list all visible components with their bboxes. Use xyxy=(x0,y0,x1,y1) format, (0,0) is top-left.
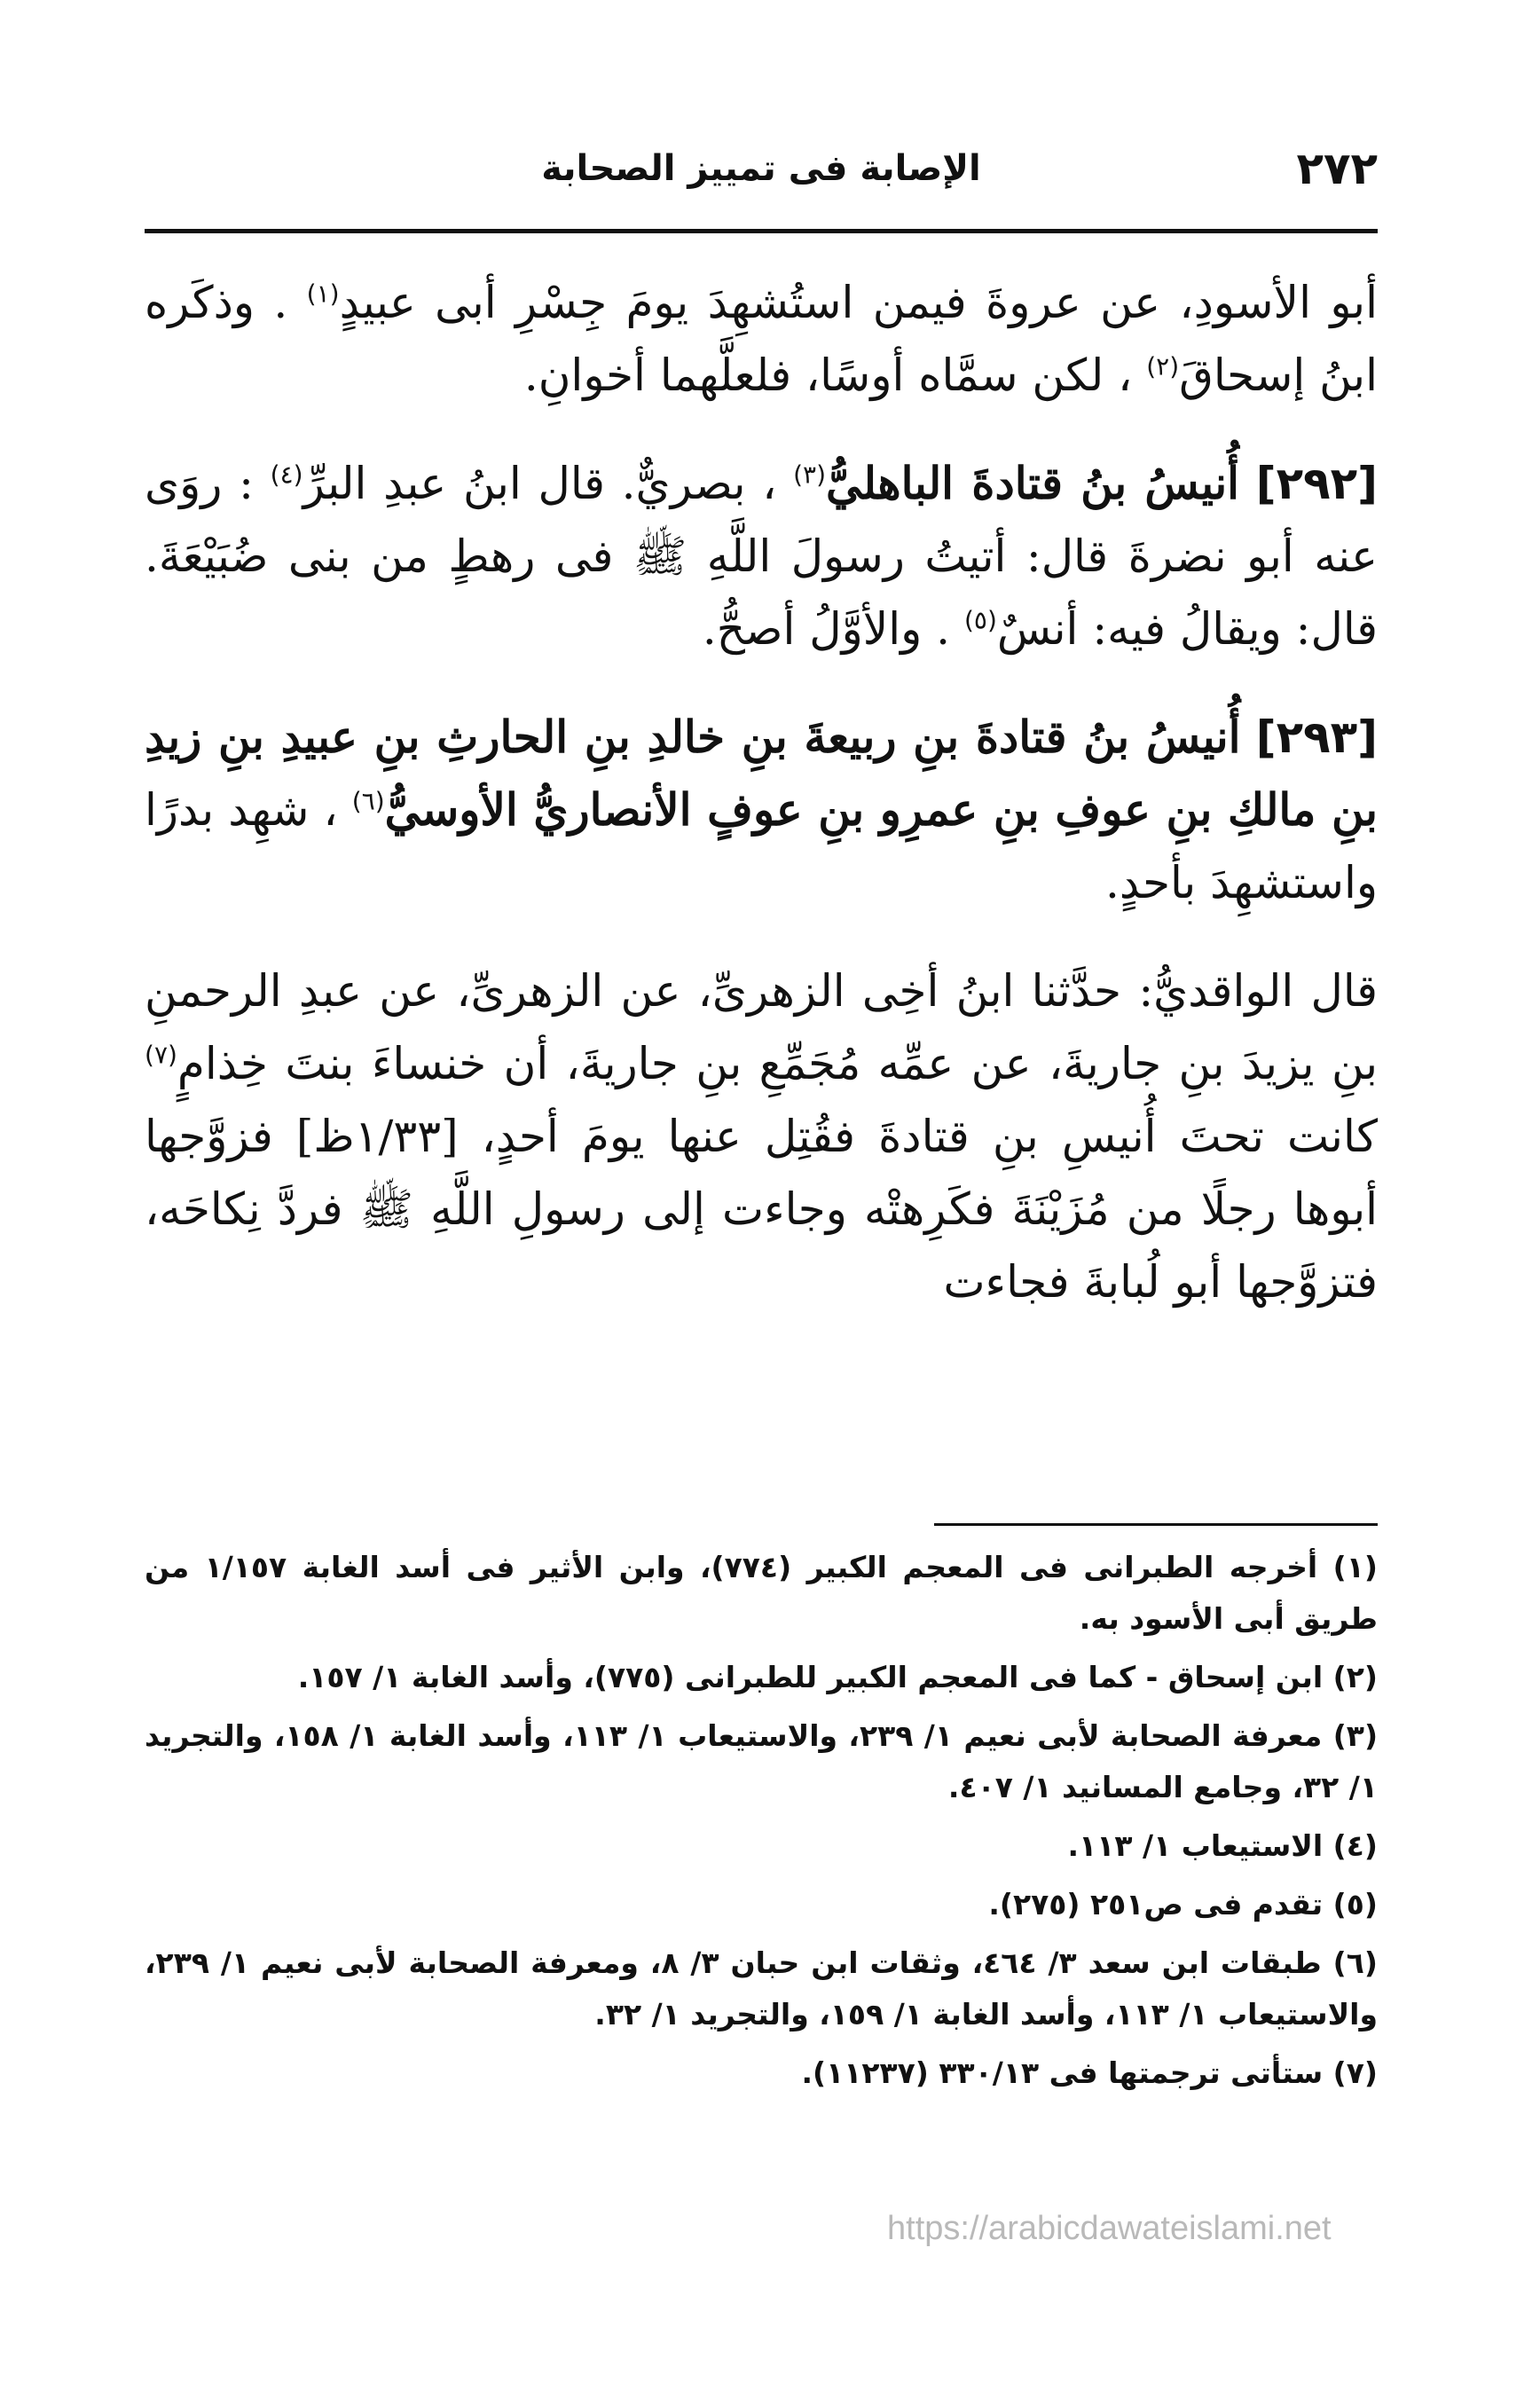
entry-293-text-a: ، شهِد بدرًا واستشهِدَ بأحدٍ. xyxy=(145,784,1378,908)
footnote-ref-6: (٦) xyxy=(351,786,385,816)
footnote-rule xyxy=(934,1523,1378,1526)
entry-292-text-b: : روَى عنه أبو نضرةَ قال: أتيتُ رسولَ اللَّهِ ﷺ فى رهطٍ من بنى ضُبَيْعَةَ. قال: ويقالُ فيه: أنسٌ xyxy=(145,458,1378,655)
entry-293 xyxy=(145,701,1378,919)
page-number: ٢٧٢ xyxy=(1296,143,1378,194)
paragraph-1-text-a: أبو الأسودِ، عن عروةَ فيمن استُشهِدَ يومَ جِسْرِ أبى عبيدٍ xyxy=(339,277,1378,328)
footnote-1: (١) أخرجه الطبرانى فى المعجم الكبير (٧٧٤)، وابن الأثير فى أسد الغابة ١/١٥٧ من طريق أبى الأسود به. xyxy=(145,1550,1378,1636)
paragraph-waqidi-text-a: قال الواقديُّ: حدَّثنا ابنُ أخِى الزهرىِّ، عن الزهرىِّ، عن عبدِ الرحمنِ بنِ يزيدَ بنِ جاريةَ، عن عمِّه مُجَمِّعِ بنِ جاريةَ، أن خنساءَ بنتَ خِذامٍ xyxy=(145,965,1378,1089)
paragraph-1 xyxy=(145,266,1378,412)
footnote-ref-2: (٢) xyxy=(1146,351,1180,381)
running-title: الإصابة فى تمييز الصحابة xyxy=(541,148,981,189)
entry-293-number: [٢٩٣] xyxy=(1255,711,1378,763)
footnote-7: (٧) ستأتى ترجمتها فى ٣٣٠/١٣ (١١٢٣٧). xyxy=(801,2055,1378,2090)
entry-293-name: أُنيسُ بنُ قتادةَ بنِ ربيعةَ بنِ خالدِ بنِ الحارثِ بنِ عبيدِ بنِ زيدِ بنِ مالكِ بنِ عوفِ بنِ عمرِو بنِ عوفٍ الأنصاريُّ الأوسيُّ xyxy=(145,711,1379,836)
entry-292-text-c: . والأوَّلُ أصحُّ. xyxy=(702,603,951,655)
entry-292-number: [٢٩٢] xyxy=(1255,458,1378,509)
footnote-3: (٣) معرفة الصحابة لأبى نعيم ١/ ٢٣٩، والاستيعاب ١/ ١١٣، وأسد الغابة ١/ ١٥٨، والتجريد ١/ ٣٢، وجامع المسانيد ١/ ٤٠٧. xyxy=(145,1718,1379,1804)
paragraph-waqidi-text-b: كانت تحتَ أُنيسِ بنِ قتادةَ فقُتِل عنها يومَ أحدٍ، [١/٣٣ظ] فزوَّجها أبوها رجلًا من مُزَيْنَةَ فكَرِهتْه وجاءت إلى رسولِ اللَّهِ ﷺ فردَّ نِكاحَه، فتزوَّجها أبو لُبابةَ فجاءت xyxy=(145,1111,1378,1308)
footnote-6: (٦) طبقات ابن سعد ٣/ ٤٦٤، وثقات ابن حبان ٣/ ٨، ومعرفة الصحابة لأبى نعيم ١/ ٢٣٩، والاستيعاب ١/ ١١٣، وأسد الغابة ١/ ١٥٩، والتجريد ١/ ٣٢. xyxy=(145,1945,1378,2032)
main-text xyxy=(145,266,1378,1343)
entry-292-name: أُنيسُ بنُ قتادةَ الباهليُّ xyxy=(826,457,1239,509)
footnote-ref-3: (٣) xyxy=(793,460,827,490)
paragraph-1-text-c: ، لكن سمَّاه أوسًا، فلعلَّهما أخوانِ. xyxy=(523,350,1133,401)
header-rule xyxy=(145,229,1378,233)
footnotes xyxy=(145,1542,1378,2106)
footnote-ref-1: (١) xyxy=(306,279,340,309)
paragraph-waqidi xyxy=(145,955,1378,1318)
footnote-ref-7: (٧) xyxy=(145,1040,177,1070)
entry-292-text-a: ، بصريٌّ. قال ابنُ عبدِ البرِّ xyxy=(302,458,777,509)
footnote-5: (٥) تقدم فى ص٢٥١ (٢٧٥). xyxy=(988,1887,1378,1922)
watermark-url: https://arabicdawateislami.net xyxy=(887,2210,1332,2247)
page-header xyxy=(145,142,1378,195)
footnote-4: (٤) الاستيعاب ١/ ١١٣. xyxy=(1067,1828,1378,1863)
footnote-ref-4: (٤) xyxy=(270,460,303,490)
footnote-ref-5: (٥) xyxy=(963,605,997,635)
footnote-2: (٢) ابن إسحاق - كما فى المعجم الكبير للطبرانى (٧٧٥)، وأسد الغابة ١/ ١٥٧. xyxy=(297,1660,1378,1694)
entry-292 xyxy=(145,447,1378,665)
paragraph-1-text-b: . وذكَره ابنُ إسحاقَ xyxy=(145,277,1378,401)
